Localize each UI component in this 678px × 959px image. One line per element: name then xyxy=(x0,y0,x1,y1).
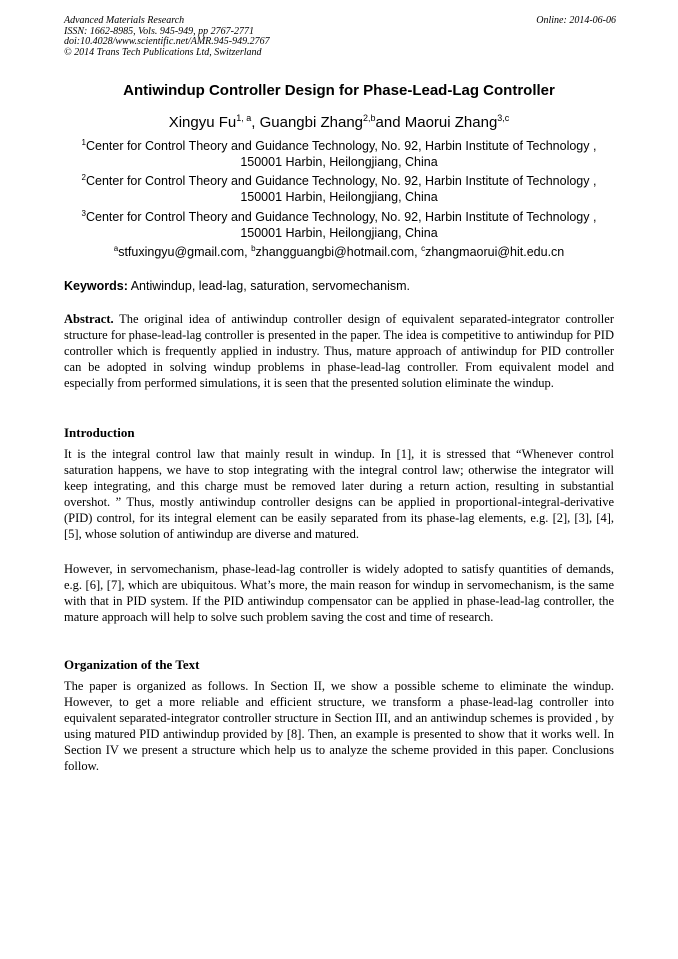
author-name: Xingyu Fu xyxy=(168,114,237,131)
paper-title: Antiwindup Controller Design for Phase-Lead-Lag Controller xyxy=(123,82,555,99)
affiliation-2 xyxy=(64,173,614,205)
doi-line: doi:10.4028/www.scientific.net/AMR.945-949.2767 xyxy=(64,36,270,47)
journal-name: Advanced Materials Research xyxy=(64,15,185,26)
email-address: zhangguangbi@hotmail.com, xyxy=(255,245,422,259)
author-superscript: 1, a xyxy=(236,113,252,123)
author-line xyxy=(64,114,614,131)
affiliation-1 xyxy=(64,138,614,170)
copyright-line: © 2014 Trans Tech Publications Ltd, Switzerland xyxy=(64,46,262,58)
affiliation-line: 150001 Harbin, Heilongjiang, China xyxy=(240,190,438,204)
journal-header xyxy=(64,16,616,58)
author-superscript: 3,c xyxy=(497,113,510,123)
abstract-text: The original idea of antiwindup controller design of equivalent separated-integrator controller structure for phase-lead-lag controller is presented in the paper. The idea is competitive to antiwindup for PID controller which is frequently applied in industry. Thus, mature approach of antiwindup for PID controller can be adopted in solving windup problems in phase-lead-lag controller. From equivalent model and especially from performed simulations, it is seen that the presented solution eliminate the windup. xyxy=(64,312,614,390)
email-address: stfuxingyu@gmail.com, xyxy=(118,245,252,259)
affiliation-line: Center for Control Theory and Guidance Technology, No. 92, Harbin Institute of Technology , xyxy=(85,139,597,153)
email-superscript: c xyxy=(421,244,426,253)
keywords-label: Keywords: xyxy=(64,279,128,293)
affiliation-number: 3 xyxy=(81,209,86,218)
affiliation-number: 1 xyxy=(81,138,86,147)
author-name: Guangbi Zhang xyxy=(259,114,364,131)
abstract xyxy=(64,311,614,391)
affiliation-3 xyxy=(64,209,614,241)
affiliation-line: 150001 Harbin, Heilongjiang, China xyxy=(240,226,438,240)
affiliation-line: Center for Control Theory and Guidance Technology, No. 92, Harbin Institute of Technology , xyxy=(85,210,597,224)
author-superscript: 2,b xyxy=(363,113,376,123)
author-name: Maorui Zhang xyxy=(404,114,498,131)
affiliation-number: 2 xyxy=(81,173,86,182)
affiliation-line: Center for Control Theory and Guidance Technology, No. 92, Harbin Institute of Technology , xyxy=(85,174,597,188)
organization-paragraph: The paper is organized as follows. In Section II, we show a possible scheme to eliminate the windup. However, to get a more reliable and efficient structure, we transform a phase-lead-lag controller into equivalent separated-integrator controller structure in Section III, and an antiwindup schemes is provided , by using matured PID antiwindup provided by [8]. Then, an example is presented to show that it works well. In Section IV we present a structure which help us to analyze the scheme provided in this paper. Conclusions follow. xyxy=(64,679,614,773)
introduction-heading: Introduction xyxy=(64,425,135,440)
organization-heading: Organization of the Text xyxy=(64,657,200,672)
email-address: zhangmaorui@hit.edu.cn xyxy=(425,245,565,259)
email-superscript: b xyxy=(251,244,256,253)
abstract-label: Abstract. xyxy=(64,312,114,326)
keywords-text: Antiwindup, lead-lag, saturation, servomechanism. xyxy=(127,279,410,293)
keywords xyxy=(64,279,616,293)
introduction-paragraph-2: However, in servomechanism, phase-lead-lag controller is widely adopted to satisfy quantities of demands, e.g. [6], [7], which are ubiquitous. What’s more, the main reason for windup in servomechanism, is the same with that in PID system. If the PID antiwindup compensator can be applied in phase-lead-lag controller, the mature approach will help to solve such problem saving the cost and time of research. xyxy=(64,562,614,624)
online-date: Online: 2014-06-06 xyxy=(536,15,616,26)
email-superscript: a xyxy=(113,244,119,253)
affiliation-line: 150001 Harbin, Heilongjiang, China xyxy=(240,155,438,169)
author-separator: and xyxy=(375,114,405,131)
issn-line: ISSN: 1662-8985, Vols. 945-949, pp 2767-2771 xyxy=(64,25,254,37)
author-separator: , xyxy=(251,114,260,131)
introduction-paragraph-1: It is the integral control law that mainly result in windup. In [1], it is stressed that “Whenever control saturation happens, we have to stop integrating with the integral control law; otherwise the integrator will keep integrating, and this charge must be removed later during a return action, resulting in substantial overshot. ” Thus, mostly antiwindup controller designs can be applied in proportional-integral-derivative (PID) control, for its integral element can be easily separated from its phase-lag elements, e.g. [2], [3], [4], [5], whose solution of antiwindup are diverse and matured. xyxy=(64,447,614,541)
author-emails xyxy=(64,245,614,259)
